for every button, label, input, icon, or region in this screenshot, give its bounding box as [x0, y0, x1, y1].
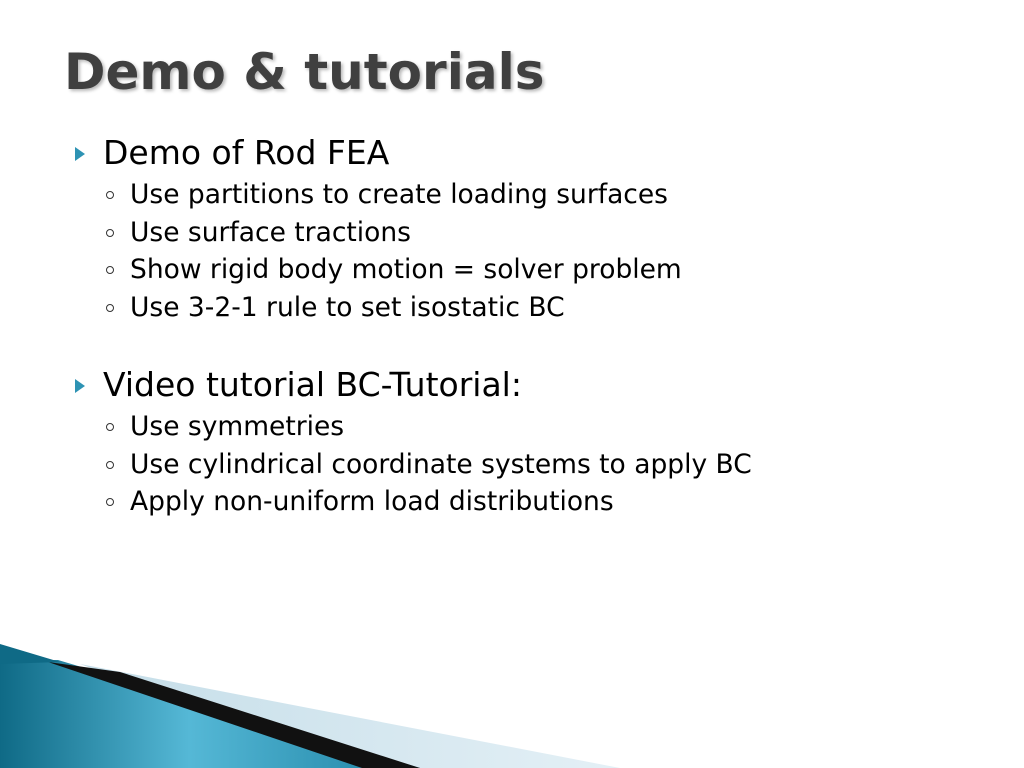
list-item-text: Show rigid body motion = solver problem — [130, 254, 682, 285]
swoosh-tip — [0, 644, 60, 664]
list-item-text: Use symmetries — [130, 411, 345, 442]
bullet-text: Demo of Rod FEA — [103, 133, 390, 172]
list-item-text: Use partitions to create loading surfaces — [130, 179, 668, 210]
list-item-text: Use surface tractions — [130, 216, 411, 248]
slide-title: Demo & tutorials — [64, 43, 545, 101]
list-item-text: Use cylindrical coordinate systems to apply BC — [130, 448, 752, 480]
bullet-text: Video tutorial BC-Tutorial: — [103, 365, 522, 404]
list-item-text: Apply non-uniform load distributions — [130, 486, 614, 517]
list-item-text: Use 3-2-1 rule to set isostatic BC — [130, 291, 565, 323]
